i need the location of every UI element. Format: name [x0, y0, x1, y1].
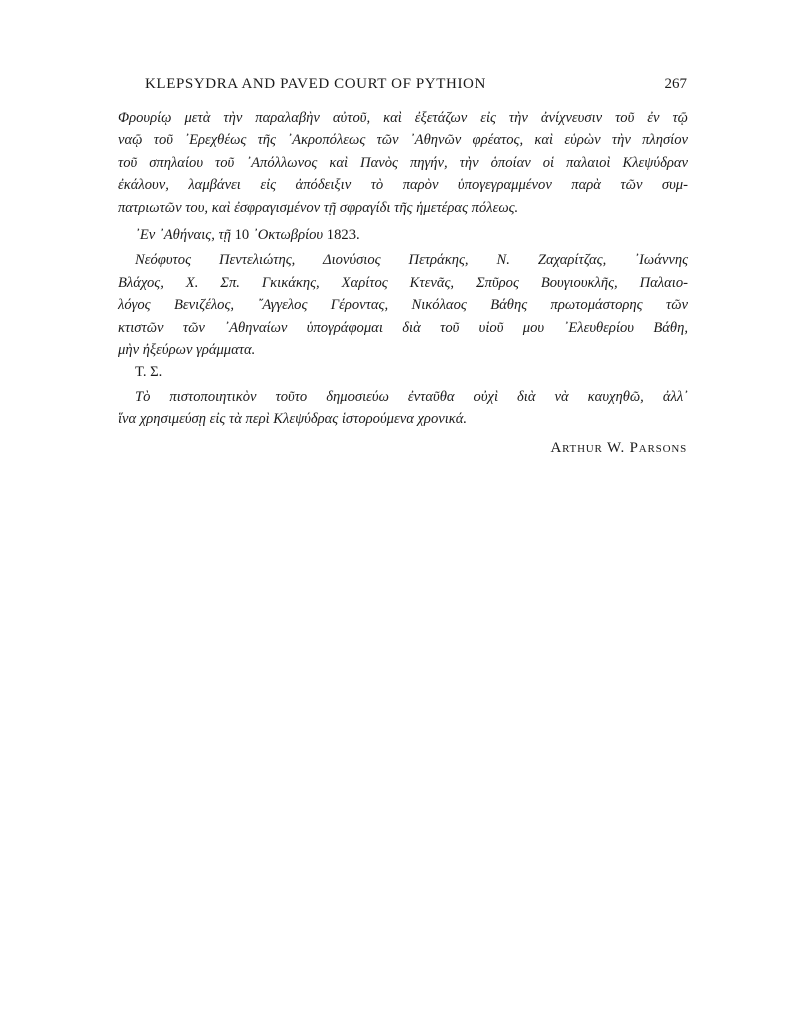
- signatories-list: [118, 249, 688, 361]
- text-line: Βλάχος, Χ. Σπ. Γκικάκης, Χαρίτος Κτενᾶς, Σπῦρος Βουγιουκλῆς, Παλαιο-: [118, 274, 688, 291]
- text-line: κτιστῶν τῶν ᾿Αθηναίων ὑπογράφομαι διὰ τοῦ υἱοῦ μου ᾿Ελευθερίου Βάθη,: [118, 319, 688, 336]
- running-head: [145, 76, 687, 98]
- seal-text: Τ. Σ.: [135, 364, 163, 381]
- text-line: μὴν ἠξεύρων γράμματα.: [118, 342, 256, 359]
- text-line: λόγος Βενιζέλος, ῎Αγγελος Γέροντας, Νικόλαος Βάθης πρωτομάστορης τῶν: [118, 297, 688, 314]
- author-signature: Arthur W. Parsons: [550, 440, 687, 456]
- text-line: ναῷ τοῦ ᾿Ερεχθέως τῆς ᾿Ακροπόλεως τῶν ᾿Αθηνῶν φρέατος, καὶ εὑρὼν τὴν πλησίον: [118, 132, 688, 149]
- date-month: ᾿Οκτωβρίου: [252, 227, 324, 244]
- text-line: Φρουρίῳ μετὰ τὴν παραλαβὴν αὐτοῦ, καὶ ἐξετάζων εἰς τὴν ἀνίχνευσιν τοῦ ἐν τῷ: [118, 110, 688, 126]
- text-line: πατριωτῶν του, καὶ ἐσφραγισμένον τῇ σφραγίδι τῆς ἡμετέρας πόλεως.: [118, 199, 519, 216]
- date-day: 10: [234, 227, 250, 244]
- author-statement: [118, 386, 688, 431]
- running-title: KLEPSYDRA AND PAVED COURT OF PYTHION: [145, 76, 486, 92]
- page-number: 267: [664, 76, 687, 92]
- paragraph-certificate-text: [118, 107, 688, 219]
- text-line: Νεόφυτος Πεντελιώτης, Διονύσιος Πετράκης, Ν. Ζαχαρίτζας, ᾿Ιωάννης: [135, 252, 688, 269]
- seal-mark: [118, 361, 688, 383]
- date-line: [118, 224, 688, 246]
- text-line: ἐκάλουν, λαμβάνει εἰς ἀπόδειξιν τὸ παρὸν ὑπογεγραμμένον παρὰ τῶν συμ-: [118, 177, 688, 194]
- date-prefix: ᾿Εν ᾿Αθήναις, τῇ: [135, 227, 231, 244]
- text-line: ἵνα χρησιμεύσῃ εἰς τὰ περὶ Κλεψύδρας ἱστορούμενα χρονικά.: [118, 411, 468, 428]
- date-year: 1823.: [326, 227, 360, 244]
- body-text: [118, 107, 688, 431]
- text-line: τοῦ σπηλαίου τοῦ ᾿Απόλλωνος καὶ Πανὸς πηγήν, τὴν ὁποίαν οἱ παλαιοὶ Κλεψύδραν: [118, 154, 688, 171]
- text-line: Τὸ πιστοποιητικὸν τοῦτο δημοσιεύω ἐνταῦθα οὐχὶ διὰ νὰ καυχηθῶ, ἀλλ᾿: [135, 388, 688, 405]
